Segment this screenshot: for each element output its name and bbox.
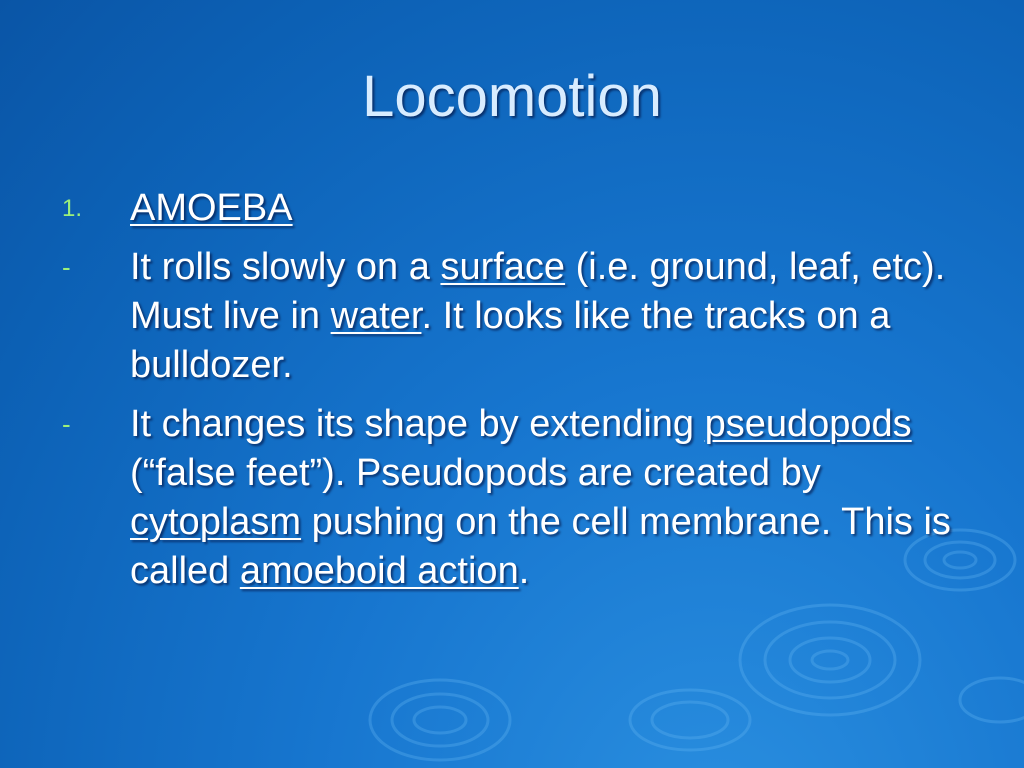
- list-item: [62, 184, 972, 233]
- slide-body: [62, 184, 972, 606]
- keyword-cytoplasm: cytoplasm: [130, 501, 302, 543]
- dash-bullet-marker: -: [62, 409, 71, 439]
- heading-amoeba: AMOEBA: [130, 187, 293, 229]
- text-segment: It changes its shape by extending: [130, 403, 705, 445]
- keyword-pseudopods: pseudopods: [704, 403, 912, 445]
- list-number-marker: 1.: [62, 195, 83, 222]
- keyword-surface: surface: [440, 246, 566, 288]
- text-segment: . It looks like the tracks on a bulldozer.: [130, 295, 891, 386]
- keyword-amoeboid-action: amoeboid action: [239, 550, 519, 592]
- text-segment: .: [518, 550, 530, 592]
- text-segment: It rolls slowly on a: [130, 246, 441, 288]
- dash-bullet-marker: -: [62, 252, 71, 282]
- slide-title: Locomotion: [362, 64, 662, 129]
- list-item: [62, 243, 972, 390]
- text-segment: (“false feet”). Pseudopods are created by: [130, 452, 821, 494]
- text-segment: pushing on the cell membrane. This is called: [130, 501, 951, 592]
- text-segment: (i.e. ground, leaf, etc). Must live in: [130, 246, 946, 337]
- list-item: [62, 400, 972, 596]
- keyword-water: water: [330, 295, 422, 337]
